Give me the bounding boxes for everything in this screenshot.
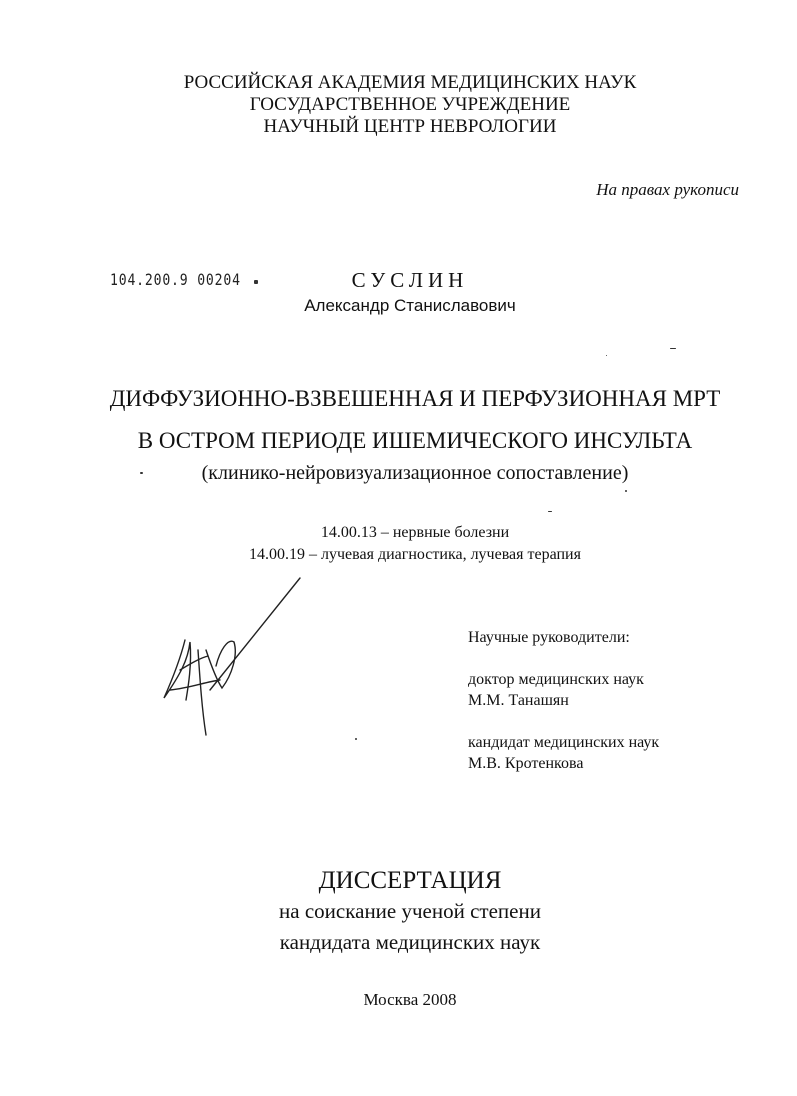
scan-speck <box>625 490 627 492</box>
advisor-name: М.В. Кротенкова <box>468 755 584 772</box>
scan-speck <box>355 738 357 740</box>
title-line-1: ДИФФУЗИОННО-ВЗВЕШЕННАЯ И ПЕРФУЗИОННАЯ МРТ <box>109 386 721 411</box>
dissertation-title <box>60 378 770 462</box>
dissertation-degree-line: кандидата медицинских наук <box>279 930 541 954</box>
specialty-codes <box>150 522 680 566</box>
city-year: Москва 2008 <box>363 990 457 1009</box>
handwritten-signature <box>150 570 320 750</box>
registration-number-stamp: 104.200.9 00204 <box>110 270 241 289</box>
author-surname: СУСЛИН <box>351 268 469 292</box>
scan-speck <box>140 472 143 474</box>
org-line-academy: РОССИЙСКАЯ АКАДЕМИЯ МЕДИЦИНСКИХ НАУК <box>183 72 637 93</box>
manuscript-note: На правах рукописи <box>596 180 739 199</box>
advisor-degree: доктор медицинских наук <box>468 671 644 688</box>
advisor-degree: кандидат медицинских наук <box>468 734 660 751</box>
dissertation-degree-line: на соискание ученой степени <box>279 899 541 923</box>
scan-speck <box>254 280 258 284</box>
specialty-line: 14.00.13 – нервные болезни <box>320 524 510 541</box>
org-line-center: НАУЧНЫЙ ЦЕНТР НЕВРОЛОГИИ <box>263 116 557 137</box>
scan-speck <box>606 355 607 356</box>
title-line-2: В ОСТРОМ ПЕРИОДЕ ИШЕМИЧЕСКОГО ИНСУЛЬТА <box>137 428 693 453</box>
scan-speck <box>548 511 552 512</box>
dissertation-heading: ДИССЕРТАЦИЯ <box>318 867 502 894</box>
dissertation-block <box>150 865 670 958</box>
dissertation-subtitle: (клинико-нейровизуализационное сопоставление) <box>201 462 629 484</box>
scientific-advisors <box>468 627 659 774</box>
advisors-heading: Научные руководители: <box>468 629 630 646</box>
scan-speck <box>670 348 676 349</box>
specialty-line: 14.00.19 – лучевая диагностика, лучевая терапия <box>249 546 581 563</box>
org-line-institution: ГОСУДАРСТВЕННОЕ УЧРЕЖДЕНИЕ <box>249 94 571 115</box>
advisor-name: М.М. Танашян <box>468 692 569 709</box>
author-name: Александр Станиславович <box>304 296 516 315</box>
organization-header <box>100 72 720 138</box>
